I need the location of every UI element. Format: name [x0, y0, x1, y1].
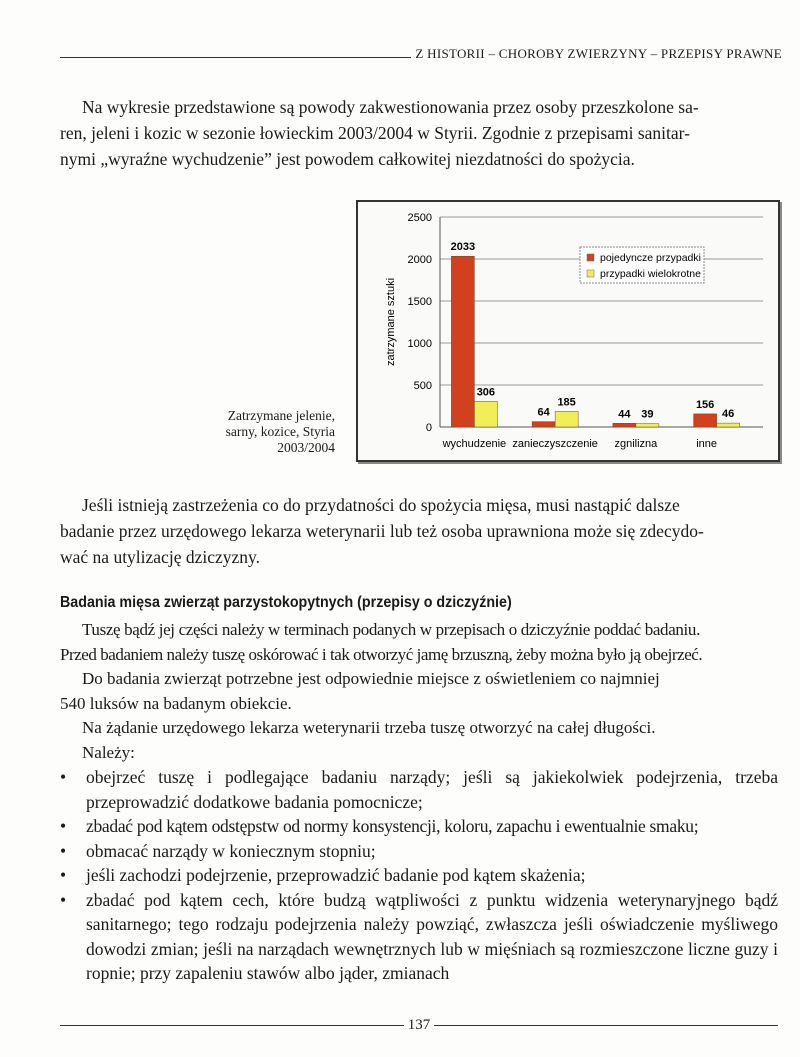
y-tick-label: 0: [425, 422, 432, 434]
text-line: wać na utylizację dziczyzny.: [60, 547, 261, 567]
bar-multiple: [474, 401, 497, 427]
x-tick-label: zanieczyszczenie: [512, 438, 598, 450]
body-text: [60, 618, 778, 765]
figure-caption: [190, 408, 335, 456]
caption-line: sarny, kozice, Styria: [225, 424, 335, 439]
data-label: 185: [557, 396, 576, 409]
page-number: 137: [407, 1017, 431, 1033]
running-header: [60, 46, 782, 62]
list-item: • zbadać pod kątem odstępstw od normy konsystencji, koloru, zapachu i ewentualnie smaku;: [60, 814, 778, 839]
list-item: • jeśli zachodzi podejrzenie, przeprowadzić badanie pod kątem skażenia;: [60, 863, 778, 888]
section-heading: Badania mięsa zwierząt parzystokopytnych (przepisy o dziczyźnie): [60, 594, 512, 611]
x-tick-label: inne: [696, 438, 718, 450]
y-axis-label: zatrzymane sztuki: [385, 277, 397, 367]
bar-single: [532, 422, 555, 427]
bar-multiple: [636, 424, 659, 427]
bar-single: [694, 414, 717, 427]
legend-swatch: [587, 270, 594, 277]
text-line: ren, jeleni i kozic w sezonie łowieckim 2003/2004 w Styrii. Zgodnie z przepisami sanitar-: [60, 123, 690, 143]
text-line: badanie przez urzędowego lekarza weterynarii lub też osoba uprawniona może się zdecydo-: [60, 521, 704, 541]
text-line: Jeśli istnieją zastrzeżenia co do przydatności do spożycia mięsa, musi nastąpić dalsze: [82, 495, 680, 515]
running-title: Z HISTORII – CHOROBY ZWIERZYNY – PRZEPISY PRAWNE: [415, 46, 782, 61]
data-label: 44: [618, 408, 631, 421]
text-line: Na wykresie przedstawione są powody zakwestionowania przez osoby przeszkolone sa-: [82, 97, 699, 117]
list-item: • obmacać narządy w koniecznym stopniu;: [60, 839, 778, 864]
list-item: • zbadać pod kątem cech, które budzą wątpliwości z punktu widzenia weterynaryjnego bądź sanitarnego; tego rodzaju podejrzenia należy powziąć, zwłaszcza jeśli oświadczenie myśliwego dowodzi zmian; jeśli na narządach wewnętrznych lub w mięśniach są rozmieszczone liczne guzy i ropnie; przy zapaleniu stawów albo jąder, zmianach: [60, 888, 778, 986]
bar-multiple: [555, 411, 578, 427]
data-label: 306: [476, 386, 496, 399]
legend-label: przypadki wielokrotne: [600, 268, 701, 280]
legend-label: pojedyncze przypadki: [600, 252, 701, 264]
x-tick-label: wychudzenie: [442, 438, 507, 450]
list-item: • obejrzeć tuszę i podlegające badaniu narządy; jeśli są jakiekolwiek podejrzenia, trzeba przeprowadzić dodatkowe badania pomocnicze;: [60, 765, 778, 814]
data-label: 156: [695, 398, 715, 411]
bar-single: [613, 423, 636, 427]
bullet-list: [60, 765, 778, 986]
paragraph-2: [60, 492, 778, 570]
bar-single: [451, 256, 474, 427]
chart-svg: [358, 202, 778, 460]
y-tick-label: 500: [413, 380, 432, 392]
data-label: 46: [722, 408, 735, 421]
data-label: 64: [537, 406, 550, 419]
data-label: 39: [641, 408, 654, 421]
y-tick-label: 1000: [407, 338, 432, 350]
text-line: Należy:: [82, 742, 135, 762]
text-line: nymi „wyraźne wychudzenie” jest powodem całkowitej niezdatności do spożycia.: [60, 149, 635, 169]
text-line: Tuszę bądź jej części należy w terminach podanych w przepisach o dziczyźnie poddać badaniu.: [82, 620, 700, 639]
intro-paragraph: [60, 94, 778, 172]
text-line: 540 luksów na badanym obiekcie.: [60, 693, 292, 713]
data-label: 2033: [450, 241, 476, 254]
text-line: Do badania zwierząt potrzebne jest odpowiednie miejsce z oświetleniem co najmniej: [82, 669, 660, 688]
bar-multiple: [717, 423, 740, 427]
caption-line: Zatrzymane jelenie,: [227, 408, 335, 423]
caption-line: 2003/2004: [277, 440, 335, 455]
page-footer: [60, 1017, 778, 1034]
y-tick-label: 1500: [407, 296, 432, 308]
bar-chart: [356, 200, 780, 462]
legend-swatch: [587, 254, 594, 261]
x-tick-label: zgnilizna: [614, 438, 658, 450]
text-line: Przed badaniem należy tuszę oskórować i tak otworzyć jamę brzuszną, żeby można było ją obejrzeć.: [60, 644, 703, 664]
text-line: Na żądanie urzędowego lekarza weterynarii trzeba tuszę otworzyć na całej długości.: [82, 718, 656, 737]
y-tick-label: 2500: [407, 212, 432, 224]
y-tick-label: 2000: [407, 254, 432, 266]
